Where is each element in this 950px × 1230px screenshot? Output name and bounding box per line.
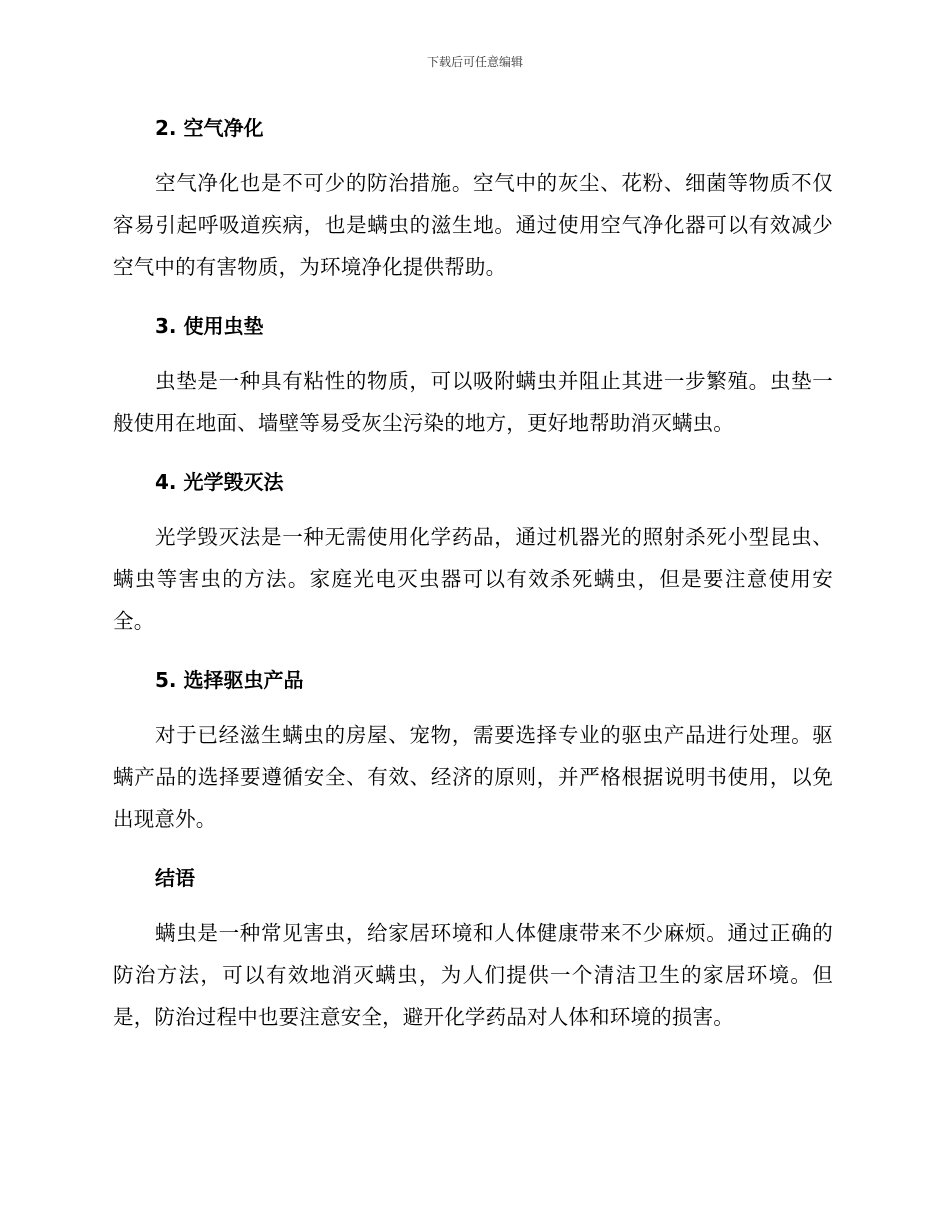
section-heading-optical-method: 4. 光学毁灭法 [155, 470, 284, 494]
document-body [113, 108, 833, 1056]
page-header: 下载后可任意编辑 [426, 55, 523, 69]
section-heading-insect-mat: 3. 使用虫垫 [155, 314, 264, 338]
section-paragraph-insect-mat: 虫垫是一种具有粘性的物质，可以吸附螨虫并阻止其进一步繁殖。虫垫一般使用在地面、墙壁等易受灰尘污染的地方，更好地帮助消灭螨虫。 [113, 369, 833, 435]
section-heading-conclusion: 结语 [155, 866, 195, 890]
section-paragraph-optical-method: 光学毁灭法是一种无需使用化学药品，通过机器光的照射杀死小型昆虫、螨虫等害虫的方法。家庭光电灭虫器可以有效杀死螨虫，但是要注意使用安全。 [113, 525, 833, 633]
section-paragraph-repellent-products: 对于已经滋生螨虫的房屋、宠物，需要选择专业的驱虫产品进行处理。驱螨产品的选择要遵循安全、有效、经济的原则，并严格根据说明书使用，以免出现意外。 [113, 723, 833, 831]
section-paragraph-air-purification: 空气净化也是不可少的防治措施。空气中的灰尘、花粉、细菌等物质不仅容易引起呼吸道疾病，也是螨虫的滋生地。通过使用空气净化器可以有效减少空气中的有害物质，为环境净化提供帮助。 [113, 171, 833, 279]
section-heading-repellent-products: 5. 选择驱虫产品 [155, 668, 304, 692]
section-heading-air-purification: 2. 空气净化 [155, 116, 264, 140]
section-paragraph-conclusion: 螨虫是一种常见害虫，给家居环境和人体健康带来不少麻烦。通过正确的防治方法，可以有效地消灭螨虫，为人们提供一个清洁卫生的家居环境。但是，防治过程中也要注意安全，避开化学药品对人体和环境的损害。 [113, 921, 833, 1029]
